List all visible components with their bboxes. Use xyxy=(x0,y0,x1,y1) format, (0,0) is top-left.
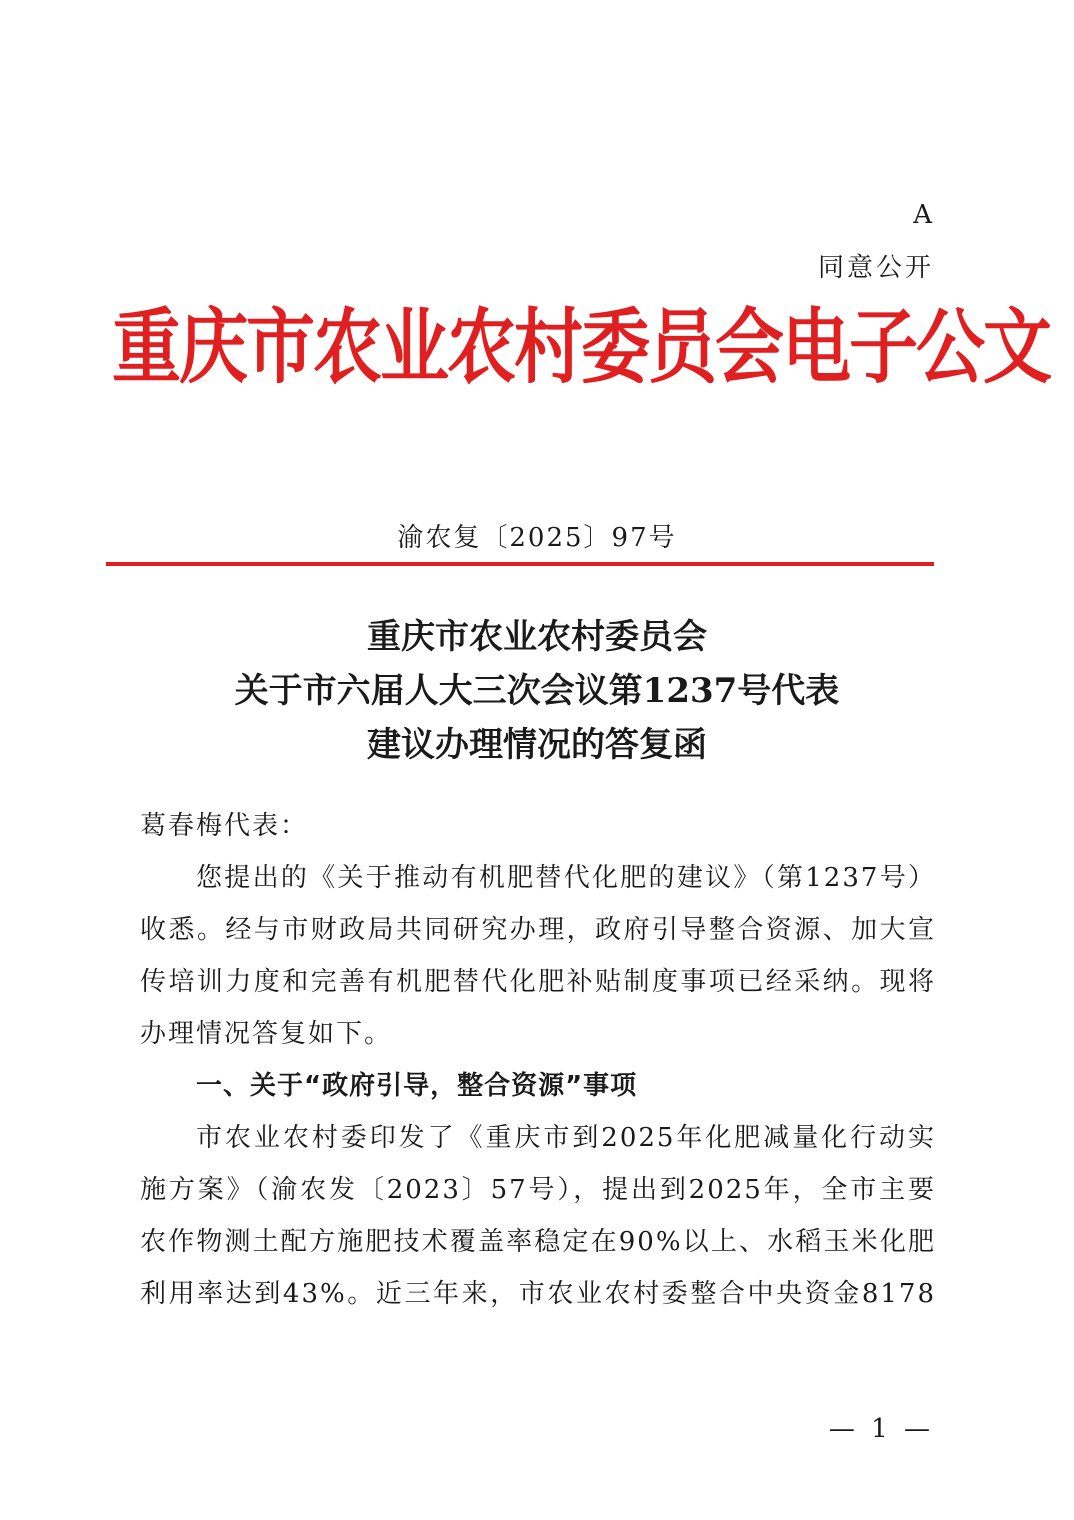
title-line-2: 关于市六届人大三次会议第1237号代表 xyxy=(234,671,840,711)
classification-level: A xyxy=(913,200,934,230)
paragraph-1-line-1: 您提出的《关于推动有机肥替代化肥的建议》（第1237号） xyxy=(196,863,936,893)
document-title xyxy=(0,610,1074,772)
salutation: 葛春梅代表： xyxy=(140,811,309,841)
title-line-1: 重庆市农业农村委员会 xyxy=(367,617,707,657)
masthead: 重庆市农业农村委员会电子公文 xyxy=(112,300,1050,396)
document-number: 渝农复〔2025〕97号 xyxy=(397,523,677,553)
red-divider-line xyxy=(106,562,934,566)
section-1-heading: 一、关于“政府引导，整合资源”事项 xyxy=(196,1071,638,1101)
publicity-status: 同意公开 xyxy=(817,253,934,283)
document-body xyxy=(140,800,936,1320)
title-line-3: 建议办理情况的答复函 xyxy=(367,725,707,765)
paragraph-1-line-4: 办理情况答复如下。 xyxy=(140,1019,393,1049)
paragraph-2-line-1: 市农业农村委印发了《重庆市到2025年化肥减量化行动实 xyxy=(196,1123,936,1153)
paragraph-2-line-3: 农作物测土配方施肥技术覆盖率稳定在90%以上、水稻玉米化肥 xyxy=(140,1227,936,1257)
paragraph-1-line-2: 收悉。经与市财政局共同研究办理，政府引导整合资源、加大宣 xyxy=(140,915,936,945)
paragraph-1-line-3: 传培训力度和完善有机肥替代化肥补贴制度事项已经采纳。现将 xyxy=(140,967,936,997)
page-number: — 1 — xyxy=(828,1414,934,1444)
paragraph-2-line-4: 利用率达到43%。近三年来，市农业农村委整合中央资金8178 xyxy=(140,1279,936,1309)
paragraph-2-line-2: 施方案》（渝农发〔2023〕57号），提出到2025年，全市主要 xyxy=(140,1175,936,1205)
